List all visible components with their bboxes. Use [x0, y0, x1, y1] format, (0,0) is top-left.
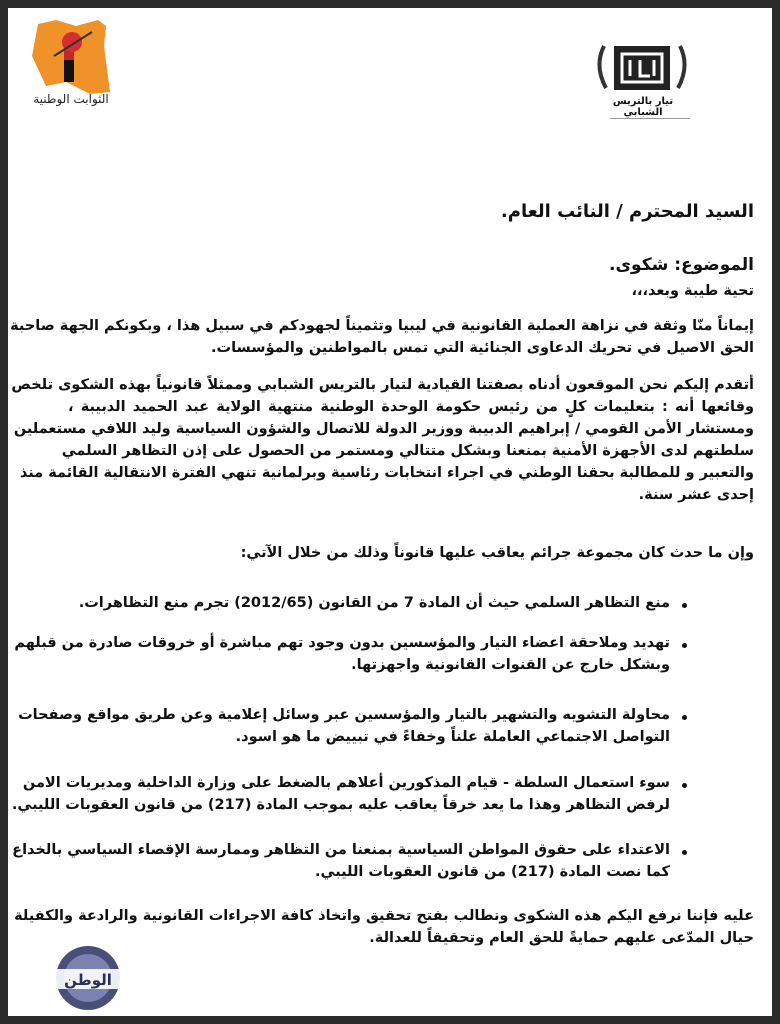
bullet-icon	[682, 715, 687, 720]
document-page	[8, 8, 772, 1016]
bullet-item: تهديد وملاحقة اعضاء التيار والمؤسسين بدون وجود تهم مباشرة أو خروقات صادرة من قبلهم وبشكل خارج عن القنوات القانونية واجهزتها.	[14, 635, 670, 673]
subject: الموضوع: شكوى.	[609, 255, 754, 275]
bullet-icon	[682, 603, 687, 608]
baltris-youth-logo-text: تيار بالتريس الشبابي	[612, 96, 674, 118]
alwasat-watermark-logo	[50, 943, 126, 1013]
greeting: تحية طيبة وبعد،،،	[631, 283, 754, 299]
bullet-item: محاولة التشويه والتشهير بالتيار والمؤسسين عبر وسائل إعلامية وعن طريق مواقع وصفحات التواصل الاجتماعي العاملة علناً وخفاءً في تبييض ما هو اسود.	[18, 707, 670, 745]
addressee: السيد المحترم / النائب العام.	[500, 201, 754, 222]
bullet-icon	[682, 850, 687, 855]
bullet-item: سوء استعمال السلطة - قيام المذكورين أعلاهم بالضغط على وزارة الداخلية ومديريات الامن لرفض التظاهر وهذا ما يعد خرقاً يعاقب عليه بموجب المادة (217) من قانون العقوبات الليبي.	[11, 775, 670, 813]
watermark-text: الوطن	[64, 971, 112, 989]
logo-divider	[610, 118, 690, 119]
bullet-icon	[682, 643, 687, 648]
national-constants-logo	[26, 16, 116, 96]
paragraph-3: وإن ما حدث كان مجموعة جرائم يعاقب عليها قانوناً وذلك من خلال الآتي:	[240, 545, 754, 561]
bullet-item: الاعتداء على حقوق المواطن السياسية بمنعنا من التظاهر وممارسة الإقصاء السياسي بالخداع كما نصت المادة (217) من قانون العقوبات الليبي.	[12, 842, 670, 880]
bullet-icon	[682, 783, 687, 788]
baltris-youth-logo	[592, 36, 692, 96]
paragraph-1: إيماناً منّا وثقة في نزاهة العملية القانونية في ليبيا وتثميناً لجهودكم في سبيل هذا ، وبكونكم الجهة صاحبة الحق الاصيل في تحريك الدعاوى الجنائية التي تمس بالمواطنين والمؤسسات.	[10, 318, 754, 356]
bullet-item: منع التظاهر السلمي حيث أن المادة 7 من القانون (2012/65) تجرم منع التظاهرات.	[78, 595, 670, 611]
closing-paragraph: عليه فإننا نرفع اليكم هذه الشكوى ونطالب بفتح تحقيق واتخاذ كافة الاجراءات القانونية والرادعة والكفيلة حيال المدّعى عليهم حمايةً للحق العام وتحقيقاً للعدالة.	[14, 908, 754, 946]
national-constants-logo-text: الثوابت الوطنية	[33, 92, 109, 106]
paragraph-2: أتقدم إليكم نحن الموقعون أدناه بصفتنا القيادية لتيار بالتريس الشبابي وممثلاً قانونياً بهذه الشكوى تلخص وقائعها أنه : بتعليمات كلٍ من رئيس حكومة الوحدة الوطنية منتهية الولاية عبد الحميد الدبيبة ، ومستشار الأمن القومي / إبراهيم الدبيبة ووزير الدولة للاتصال والشؤون السياسية وليد اللافي مستعملين سلطتهم لدى الأجهزة الأمنية بمنعنا وبشكل متتالي ومستمر من الحصول على إذن التظاهر السلمي والتعبير و للمطالبة بحقنا الوطني في اجراء انتخابات رئاسية وبرلمانية تنهي الفترة الانتقالية القائمة منذ إحدى عشر سنة.	[11, 377, 754, 503]
